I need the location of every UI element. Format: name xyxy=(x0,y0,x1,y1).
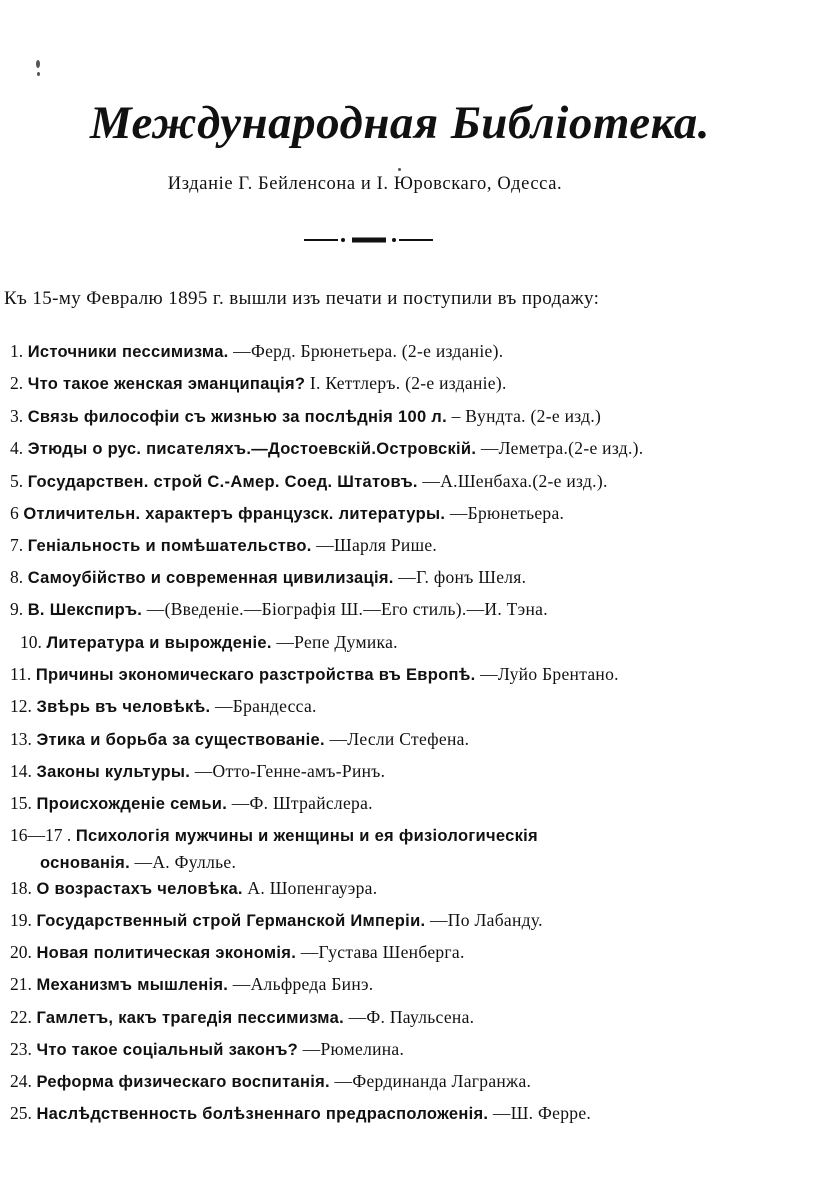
book-item xyxy=(10,1006,474,1029)
book-item xyxy=(10,760,385,783)
book-number: 16—17 . xyxy=(10,825,72,845)
book-author: —Луйо Брентано. xyxy=(480,664,619,684)
book-number: 9. xyxy=(10,599,24,619)
book-author: —Ш. Ферре. xyxy=(492,1103,592,1123)
intro-line: Къ 15-му Февралю 1895 г. вышли изъ печати и поступили въ продажу: xyxy=(4,288,600,309)
book-title: Гамлетъ, какъ трагедія пессимизма. xyxy=(36,1009,344,1027)
book-item xyxy=(10,941,465,964)
book-author: —Брюнетьера. xyxy=(449,503,565,523)
book-number: 6 xyxy=(10,503,19,523)
book-item xyxy=(10,695,317,718)
book-item xyxy=(10,973,374,996)
book-title: Геніальность и помѣшательство. xyxy=(27,537,312,555)
book-item xyxy=(10,728,469,751)
book-number: 5. xyxy=(10,471,24,491)
book-title: Государственный строй Германской Имперіи. xyxy=(36,912,426,930)
book-author: —Ф. Паульсена. xyxy=(348,1007,475,1027)
book-item xyxy=(10,340,503,363)
book-item xyxy=(10,470,608,493)
book-number: 2. xyxy=(10,373,24,393)
book-author: А. Шопенгауэра. xyxy=(247,878,378,898)
book-number: 20. xyxy=(10,942,32,962)
book-author: —Лесли Стефена. xyxy=(329,729,470,749)
book-item xyxy=(10,437,643,460)
print-speck xyxy=(36,60,40,68)
book-item xyxy=(10,1102,591,1125)
book-item xyxy=(10,1038,404,1061)
book-title: Государствен. строй С.-Амер. Соед. Штатовъ. xyxy=(27,473,418,491)
book-number: 14. xyxy=(10,761,32,781)
book-item xyxy=(10,534,437,557)
book-item xyxy=(10,824,538,847)
book-author: —(Введеніе.—Біографія Ш.—Его стиль).—И. Тэна. xyxy=(146,599,548,619)
book-number: 21. xyxy=(10,974,32,994)
book-number: 18. xyxy=(10,878,32,898)
book-title-continued: основанія. xyxy=(40,854,130,872)
book-item xyxy=(10,663,619,686)
book-title: Что такое соціальный законъ? xyxy=(36,1041,299,1059)
book-author: —Леметра.(2-е изд.). xyxy=(480,438,644,458)
book-item-continuation xyxy=(40,851,236,874)
book-title: Механизмъ мышленія. xyxy=(36,976,229,994)
book-number: 13. xyxy=(10,729,32,749)
book-number: 11. xyxy=(10,664,32,684)
book-item xyxy=(10,909,543,932)
book-item xyxy=(10,502,564,525)
book-author: —Рюмелина. xyxy=(302,1039,405,1059)
book-author: —Репе Думика. xyxy=(276,632,398,652)
book-item xyxy=(10,372,507,395)
book-item xyxy=(10,598,548,621)
book-title: Причины экономическаго разстройства въ Европѣ. xyxy=(35,666,476,684)
book-number: 4. xyxy=(10,438,24,458)
book-item xyxy=(10,405,601,428)
book-number: 23. xyxy=(10,1039,32,1059)
book-author: —Брандесса. xyxy=(214,696,317,716)
book-author: I. Кеттлеръ. (2-е изданіе). xyxy=(309,373,507,393)
book-title: Реформа физическаго воспитанія. xyxy=(36,1073,330,1091)
book-number: 7. xyxy=(10,535,24,555)
book-title: Самоубійство и современная цивилизація. xyxy=(27,569,394,587)
book-item xyxy=(10,877,377,900)
book-title: Законы культуры. xyxy=(36,763,191,781)
book-title: О возрастахъ человѣка. xyxy=(36,880,243,898)
page-title: Международная Библіотека. xyxy=(89,97,711,149)
book-author: —А. Фулльe. xyxy=(134,852,237,872)
book-item xyxy=(10,566,526,589)
book-number: 19. xyxy=(10,910,32,930)
book-title: Источники пессимизма. xyxy=(27,343,229,361)
book-title: Отличительн. характеръ французск. литературы. xyxy=(23,505,446,523)
book-title: Что такое женская эманципація? xyxy=(27,375,306,393)
book-number: 24. xyxy=(10,1071,32,1091)
book-number: 1. xyxy=(10,341,24,361)
book-author: —Г. фонъ Шеля. xyxy=(398,567,527,587)
book-number: 22. xyxy=(10,1007,32,1027)
book-number: 25. xyxy=(10,1103,32,1123)
book-author: —Отто-Генне-амъ-Ринъ. xyxy=(194,761,386,781)
book-author: —Фердинанда Лагранжа. xyxy=(334,1071,532,1091)
book-title: Происхожденіе семьи. xyxy=(36,795,228,813)
print-speck xyxy=(398,168,401,171)
book-number: 8. xyxy=(10,567,24,587)
book-author: —Ферд. Брюнетьера. (2-е изданіе). xyxy=(233,341,504,361)
book-author: – Вундта. (2-е изд.) xyxy=(451,406,602,426)
book-number: 15. xyxy=(10,793,32,813)
book-title: Новая политическая экономія. xyxy=(36,944,297,962)
book-title: Звѣрь въ человѣкѣ. xyxy=(36,698,211,716)
book-number: 3. xyxy=(10,406,24,426)
book-item xyxy=(10,792,373,815)
print-speck xyxy=(37,72,40,76)
book-item xyxy=(20,631,398,654)
book-title: Этика и борьба за существованіе. xyxy=(36,731,325,749)
book-author: —А.Шенбаха.(2-е изд.). xyxy=(422,471,608,491)
book-title: Этюды о рус. писателяхъ.—Достоевскій.Островскій. xyxy=(27,440,477,458)
book-item xyxy=(10,1070,531,1093)
book-title: В. Шекспиръ. xyxy=(27,601,143,619)
book-author: —По Лабанду. xyxy=(430,910,543,930)
book-number: 12. xyxy=(10,696,32,716)
book-author: —Густава Шенберга. xyxy=(300,942,465,962)
book-title: Литература и вырожденіе. xyxy=(46,634,272,652)
book-author: —Альфреда Бинэ. xyxy=(232,974,374,994)
ornament-divider xyxy=(302,230,434,250)
book-author: —Ф. Штрайслера. xyxy=(231,793,373,813)
publisher-line: Изданіе Г. Бейленсона и І. Юровскаго, Одесса. xyxy=(167,174,563,194)
book-title: Наслѣдственность болѣзненнаго предрасположенія. xyxy=(36,1105,489,1123)
book-title: Психологія мужчины и женщины и ея физіологическія xyxy=(75,827,538,845)
book-author: —Шарля Рише. xyxy=(316,535,438,555)
book-number: 10. xyxy=(20,632,42,652)
book-title: Связь философіи съ жизнью за послѣднія 100 л. xyxy=(27,408,447,426)
